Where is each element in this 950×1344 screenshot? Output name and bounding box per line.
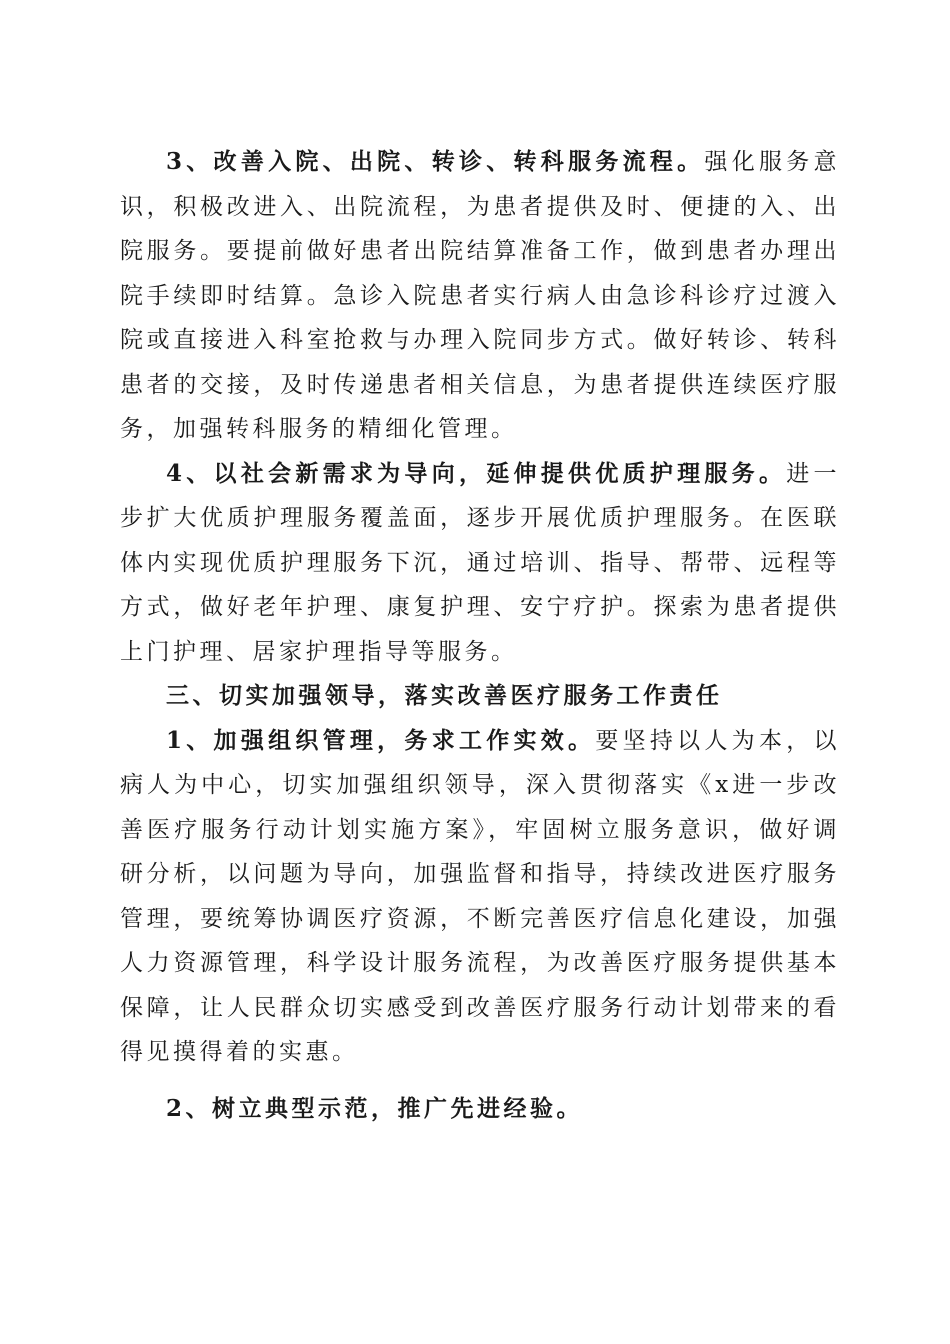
paragraph-3-admission-process	[120, 140, 840, 452]
paragraph-4-nursing-service	[120, 452, 840, 675]
paragraph-lead: 2、树立典型示范，推广先进经验。	[166, 1094, 584, 1122]
paragraph-text: 要坚持以人为本，以病人为中心，切实加强组织领导，深入贯彻落实《x进一步改善医疗服务行动计划实施方案》，牢固树立服务意识，做好调研分析，以问题为导向，加强监督和指导，持续改进医疗服务管理，要统筹协调医疗资源，不断完善医疗信息化建设，加强人力资源管理，科学设计服务流程，为改善医疗服务提供基本保障，让人民群众切实感受到改善医疗服务行动计划带来的看得见摸得着的实惠。	[120, 727, 840, 1065]
paragraph-text: 强化服务意识，积极改进入、出院流程，为患者提供及时、便捷的入、出院服务。要提前做好患者出院结算准备工作，做到患者办理出院手续即时结算。急诊入院患者实行病人由急诊科诊疗过渡入院或直接进入科室抢救与办理入院同步方式。做好转诊、转科患者的交接，及时传递患者相关信息，为患者提供连续医疗服务，加强转科服务的精细化管理。	[120, 149, 841, 442]
paragraph-lead: 3、改善入院、出院、转诊、转科服务流程。	[166, 148, 705, 175]
document-body	[120, 140, 840, 1131]
paragraph-lead: 4、以社会新需求为导向，延伸提供优质护理服务。	[166, 459, 787, 487]
paragraph-1-organization	[120, 719, 840, 1075]
paragraph-text: 进一步扩大优质护理服务覆盖面，逐步开展优质护理服务。在医联体内实现优质护理服务下沉，通过培训、指导、帮带、远程等方式，做好老年护理、康复护理、安宁疗护。探索为患者提供上门护理、居家护理指导等服务。	[120, 460, 840, 665]
section-heading-3: 三、切实加强领导，落实改善医疗服务工作责任	[166, 682, 723, 709]
paragraph-2-exemplars	[120, 1087, 840, 1132]
paragraph-lead: 1、加强组织管理，务求工作实效。	[166, 726, 596, 754]
